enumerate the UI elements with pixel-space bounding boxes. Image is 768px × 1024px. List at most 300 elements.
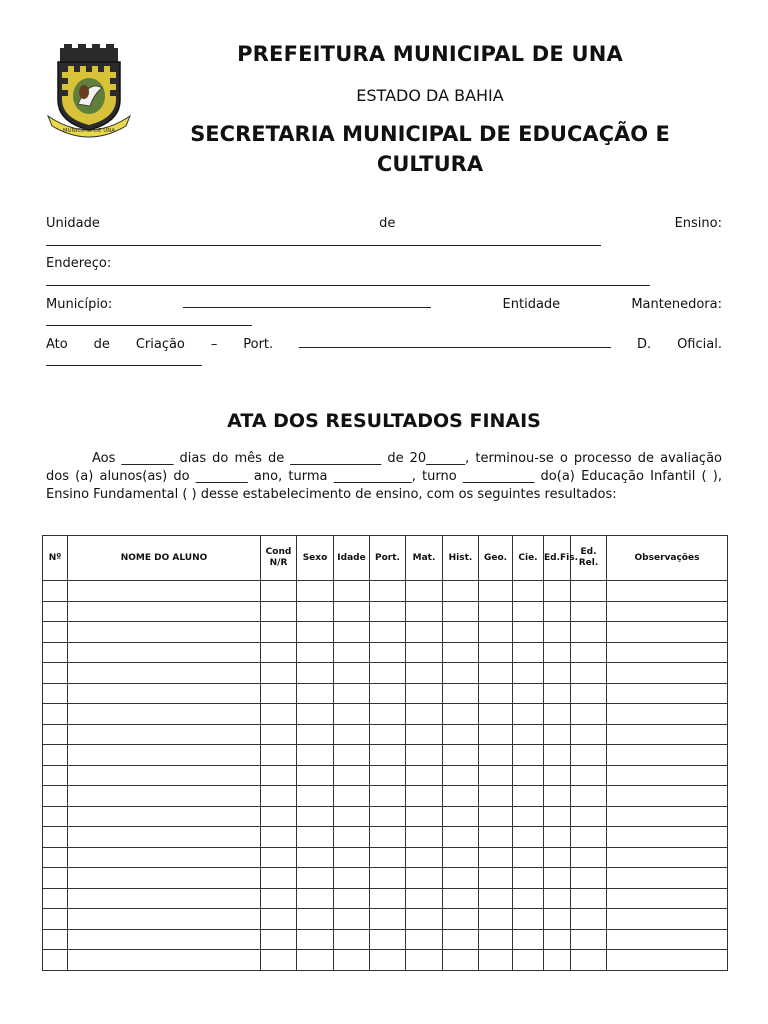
table-cell[interactable] [607,765,728,786]
table-cell[interactable] [571,950,607,971]
table-cell[interactable] [370,601,406,622]
table-cell[interactable] [544,724,571,745]
table-cell[interactable] [544,622,571,643]
table-cell[interactable] [479,622,513,643]
table-cell[interactable] [334,663,370,684]
table-cell[interactable] [297,847,334,868]
table-cell[interactable] [406,847,443,868]
table-cell[interactable] [544,642,571,663]
table-cell[interactable] [513,888,544,909]
table-cell[interactable] [261,704,297,725]
table-cell[interactable] [370,663,406,684]
table-cell[interactable] [334,909,370,930]
table-cell[interactable] [406,806,443,827]
table-cell[interactable] [68,868,261,889]
table-cell[interactable] [443,909,479,930]
table-cell[interactable] [334,868,370,889]
table-cell[interactable] [607,581,728,602]
table-cell[interactable] [443,786,479,807]
table-cell[interactable] [571,847,607,868]
table-cell[interactable] [370,786,406,807]
table-row [43,581,728,602]
table-cell[interactable] [370,683,406,704]
table-cell[interactable] [544,663,571,684]
table-cell[interactable] [406,581,443,602]
table-cell[interactable] [479,765,513,786]
table-cell[interactable] [43,683,68,704]
table-cell[interactable] [43,950,68,971]
table-cell[interactable] [43,724,68,745]
table-cell[interactable] [479,827,513,848]
table-row [43,786,728,807]
table-cell[interactable] [43,827,68,848]
table-cell[interactable] [544,601,571,622]
table-cell[interactable] [443,868,479,889]
table-cell[interactable] [607,642,728,663]
table-cell[interactable] [261,745,297,766]
table-cell[interactable] [544,806,571,827]
table-cell[interactable] [607,786,728,807]
table-cell[interactable] [513,724,544,745]
table-cell[interactable] [297,745,334,766]
col-header-obs: Observações [607,536,728,581]
table-cell[interactable] [571,642,607,663]
table-cell[interactable] [43,765,68,786]
table-cell[interactable] [607,704,728,725]
table-cell[interactable] [513,868,544,889]
table-cell[interactable] [297,868,334,889]
table-cell[interactable] [68,663,261,684]
table-cell[interactable] [297,888,334,909]
table-cell[interactable] [571,601,607,622]
table-cell[interactable] [513,663,544,684]
table-cell[interactable] [406,704,443,725]
ato-label-4: – [210,337,218,352]
table-cell[interactable] [68,888,261,909]
table-cell[interactable] [334,683,370,704]
table-cell[interactable] [68,909,261,930]
table-cell[interactable] [479,888,513,909]
table-cell[interactable] [68,683,261,704]
table-cell[interactable] [261,581,297,602]
table-cell[interactable] [479,663,513,684]
table-cell[interactable] [68,950,261,971]
table-cell[interactable] [334,581,370,602]
table-cell[interactable] [479,683,513,704]
table-cell[interactable] [479,909,513,930]
table-cell[interactable] [43,786,68,807]
table-cell[interactable] [261,724,297,745]
table-header-row [43,536,728,581]
table-cell[interactable] [544,765,571,786]
table-cell[interactable] [479,601,513,622]
table-row [43,663,728,684]
table-cell[interactable] [607,745,728,766]
table-cell[interactable] [443,704,479,725]
municipio-blank[interactable] [183,296,431,308]
municipio-row [46,296,722,314]
table-cell[interactable] [43,704,68,725]
table-cell[interactable] [479,950,513,971]
table-cell[interactable] [334,888,370,909]
table-row [43,929,728,950]
table-cell[interactable] [370,929,406,950]
table-cell[interactable] [607,909,728,930]
table-cell[interactable] [68,806,261,827]
table-cell[interactable] [406,683,443,704]
table-cell[interactable] [544,827,571,848]
table-cell[interactable] [261,806,297,827]
ato-label-2: de [93,337,110,352]
table-cell[interactable] [406,950,443,971]
table-cell[interactable] [443,601,479,622]
table-cell[interactable] [261,765,297,786]
table-cell[interactable] [544,745,571,766]
table-cell[interactable] [544,704,571,725]
table-cell[interactable] [68,786,261,807]
table-cell[interactable] [479,847,513,868]
table-cell[interactable] [334,745,370,766]
table-cell[interactable] [571,683,607,704]
table-cell[interactable] [370,950,406,971]
table-cell[interactable] [607,868,728,889]
table-cell[interactable] [544,786,571,807]
table-cell[interactable] [261,827,297,848]
table-cell[interactable] [261,786,297,807]
table-cell[interactable] [571,745,607,766]
table-cell[interactable] [334,601,370,622]
table-row [43,745,728,766]
table-cell[interactable] [43,909,68,930]
table-cell[interactable] [544,909,571,930]
secretariat-name: SECRETARIA MUNICIPAL DE EDUCAÇÃO E CULTURA [190,122,670,176]
ato-label-6: D. [636,337,652,352]
state-name: ESTADO DA BAHIA [356,86,504,105]
table-cell[interactable] [406,868,443,889]
table-cell[interactable] [513,929,544,950]
table-cell[interactable] [479,929,513,950]
table-cell[interactable] [607,622,728,643]
col-header-edfis: Ed.Fis. [544,536,571,581]
table-cell[interactable] [607,950,728,971]
endereco-row [46,256,722,274]
table-row [43,622,728,643]
table-cell[interactable] [334,765,370,786]
table-cell[interactable] [297,663,334,684]
table-cell[interactable] [68,601,261,622]
table-cell[interactable] [370,909,406,930]
table-cell[interactable] [607,929,728,950]
table-cell[interactable] [607,724,728,745]
table-row [43,806,728,827]
unidade-label-2: de [379,216,396,231]
table-row [43,704,728,725]
table-cell[interactable] [513,847,544,868]
col-header-edrel: Ed. Rel. [571,536,607,581]
table-cell[interactable] [43,847,68,868]
table-cell[interactable] [370,765,406,786]
table-cell[interactable] [297,765,334,786]
table-cell[interactable] [297,683,334,704]
table-cell[interactable] [607,888,728,909]
table-cell[interactable] [513,745,544,766]
table-cell[interactable] [513,683,544,704]
table-cell[interactable] [544,929,571,950]
mantenedora-label: Mantenedora: [631,297,722,312]
table-cell[interactable] [406,663,443,684]
table-row [43,868,728,889]
table-cell[interactable] [571,868,607,889]
table-cell[interactable] [479,745,513,766]
table-cell[interactable] [370,806,406,827]
table-cell[interactable] [297,601,334,622]
table-cell[interactable] [479,806,513,827]
table-cell[interactable] [544,847,571,868]
table-cell[interactable] [68,827,261,848]
table-cell[interactable] [607,847,728,868]
table-cell[interactable] [544,888,571,909]
table-cell[interactable] [607,601,728,622]
table-cell[interactable] [571,827,607,848]
table-cell[interactable] [406,827,443,848]
student-results-table [42,535,728,971]
table-cell[interactable] [479,704,513,725]
mantenedora-blank[interactable] [46,314,722,336]
table-cell[interactable] [334,827,370,848]
ato-label-1: Ato [46,337,68,352]
table-cell[interactable] [406,622,443,643]
table-cell[interactable] [571,704,607,725]
table-cell[interactable] [334,950,370,971]
table-cell[interactable] [334,704,370,725]
table-cell[interactable] [261,622,297,643]
table-cell[interactable] [43,888,68,909]
ato-label-7: Oficial. [677,337,722,352]
col-header-port: Port. [370,536,406,581]
portaria-blank[interactable] [299,336,611,348]
table-cell[interactable] [43,868,68,889]
table-cell[interactable] [607,663,728,684]
table-cell[interactable] [261,888,297,909]
table-cell[interactable] [68,765,261,786]
table-cell[interactable] [68,724,261,745]
table-cell[interactable] [68,929,261,950]
table-cell[interactable] [513,909,544,930]
table-cell[interactable] [297,642,334,663]
table-cell[interactable] [297,622,334,643]
table-cell[interactable] [297,806,334,827]
table-cell[interactable] [513,765,544,786]
table-body [43,581,728,971]
table-cell[interactable] [443,683,479,704]
diario-oficial-blank[interactable] [46,354,722,376]
table-cell[interactable] [261,929,297,950]
table-cell[interactable] [43,806,68,827]
table-cell[interactable] [571,888,607,909]
table-cell[interactable] [479,786,513,807]
table-cell[interactable] [370,868,406,889]
table-cell[interactable] [443,642,479,663]
table-cell[interactable] [544,950,571,971]
table-cell[interactable] [443,581,479,602]
col-header-cie: Cie. [513,536,544,581]
table-cell[interactable] [334,929,370,950]
table-cell[interactable] [261,868,297,889]
table-cell[interactable] [261,950,297,971]
table-cell[interactable] [68,622,261,643]
table-cell[interactable] [571,929,607,950]
table-cell[interactable] [571,622,607,643]
table-cell[interactable] [297,724,334,745]
table-cell[interactable] [334,786,370,807]
table-cell[interactable] [406,745,443,766]
table-cell[interactable] [68,704,261,725]
table-cell[interactable] [370,622,406,643]
table-cell[interactable] [479,581,513,602]
endereco-blank[interactable] [46,274,722,296]
table-cell[interactable] [334,642,370,663]
table-cell[interactable] [334,724,370,745]
table-cell[interactable] [513,581,544,602]
col-header-idade: Idade [334,536,370,581]
unidade-label-1: Unidade [46,216,100,231]
table-cell[interactable] [261,683,297,704]
table-cell[interactable] [43,929,68,950]
table-cell[interactable] [544,581,571,602]
unidade-label-3: Ensino: [674,216,722,231]
table-cell[interactable] [443,724,479,745]
table-cell[interactable] [370,847,406,868]
table-cell[interactable] [370,642,406,663]
table-cell[interactable] [370,745,406,766]
table-cell[interactable] [297,786,334,807]
table-cell[interactable] [607,683,728,704]
table-cell[interactable] [43,601,68,622]
table-cell[interactable] [513,827,544,848]
table-cell[interactable] [607,806,728,827]
table-cell[interactable] [43,663,68,684]
table-cell[interactable] [370,827,406,848]
table-cell[interactable] [406,929,443,950]
table-cell[interactable] [443,847,479,868]
table-cell[interactable] [443,950,479,971]
table-cell[interactable] [443,663,479,684]
table-cell[interactable] [297,827,334,848]
table-cell[interactable] [261,642,297,663]
unidade-blank[interactable] [46,234,722,256]
table-cell[interactable] [370,704,406,725]
table-cell[interactable] [513,950,544,971]
col-header-mat: Mat. [406,536,443,581]
table-cell[interactable] [406,786,443,807]
col-header-cond: Cond N/R [261,536,297,581]
table-cell[interactable] [571,581,607,602]
table-cell[interactable] [370,888,406,909]
table-cell[interactable] [297,929,334,950]
table-cell[interactable] [370,581,406,602]
table-cell[interactable] [43,745,68,766]
table-cell[interactable] [571,663,607,684]
table-cell[interactable] [406,909,443,930]
table-cell[interactable] [261,847,297,868]
table-cell[interactable] [571,786,607,807]
school-info-fields [46,216,722,376]
table-cell[interactable] [513,622,544,643]
table-cell[interactable] [261,601,297,622]
table-cell[interactable] [571,765,607,786]
ato-row [46,336,722,354]
table-cell[interactable] [68,745,261,766]
table-cell[interactable] [479,868,513,889]
table-row [43,847,728,868]
table-cell[interactable] [513,601,544,622]
table-cell[interactable] [297,950,334,971]
table-cell[interactable] [406,642,443,663]
table-cell[interactable] [297,909,334,930]
table-cell[interactable] [43,642,68,663]
table-row [43,683,728,704]
table-cell[interactable] [334,806,370,827]
table-cell[interactable] [443,827,479,848]
table-cell[interactable] [443,622,479,643]
entidade-label: Entidade [502,297,561,312]
table-cell[interactable] [406,765,443,786]
table-cell[interactable] [68,847,261,868]
table-cell[interactable] [544,868,571,889]
col-header-nome: NOME DO ALUNO [68,536,261,581]
table-cell[interactable] [544,683,571,704]
table-cell[interactable] [68,642,261,663]
table-cell[interactable] [68,581,261,602]
table-row [43,724,728,745]
table-cell[interactable] [513,786,544,807]
col-header-hist: Hist. [443,536,479,581]
table-cell[interactable] [334,847,370,868]
table-cell[interactable] [513,704,544,725]
table-cell[interactable] [443,929,479,950]
table-cell[interactable] [297,581,334,602]
table-cell[interactable] [571,909,607,930]
ato-label-5: Port. [243,337,274,352]
table-cell[interactable] [43,581,68,602]
table-cell[interactable] [261,909,297,930]
table-cell[interactable] [571,806,607,827]
table-cell[interactable] [479,724,513,745]
municipio-label: Município: [46,297,113,312]
table-cell[interactable] [571,724,607,745]
table-cell[interactable] [406,888,443,909]
table-cell[interactable] [297,704,334,725]
table-cell[interactable] [334,622,370,643]
table-cell[interactable] [43,622,68,643]
results-paragraph: Aos ________ dias do mês de ______________ de 20______, terminou-se o processo de avaliação dos (a) alunos(as) do ________ ano, turma ____________, turno ___________ do(a) Educação Infantil ( ), Ensino Fundamental ( ) desse estabelecimento de ensino, com os seguintes resultados: [46,451,722,502]
table-cell[interactable] [370,724,406,745]
table-row [43,601,728,622]
table-cell[interactable] [479,642,513,663]
table-cell[interactable] [406,601,443,622]
table-cell[interactable] [607,827,728,848]
table-cell[interactable] [443,745,479,766]
table-cell[interactable] [261,663,297,684]
table-cell[interactable] [443,765,479,786]
table-cell[interactable] [406,724,443,745]
table-cell[interactable] [513,806,544,827]
table-cell[interactable] [443,888,479,909]
svg-text:MUNICIPIO DE UNA: MUNICIPIO DE UNA [62,128,116,134]
col-header-no: Nº [43,536,68,581]
table-cell[interactable] [443,806,479,827]
table-cell[interactable] [513,642,544,663]
